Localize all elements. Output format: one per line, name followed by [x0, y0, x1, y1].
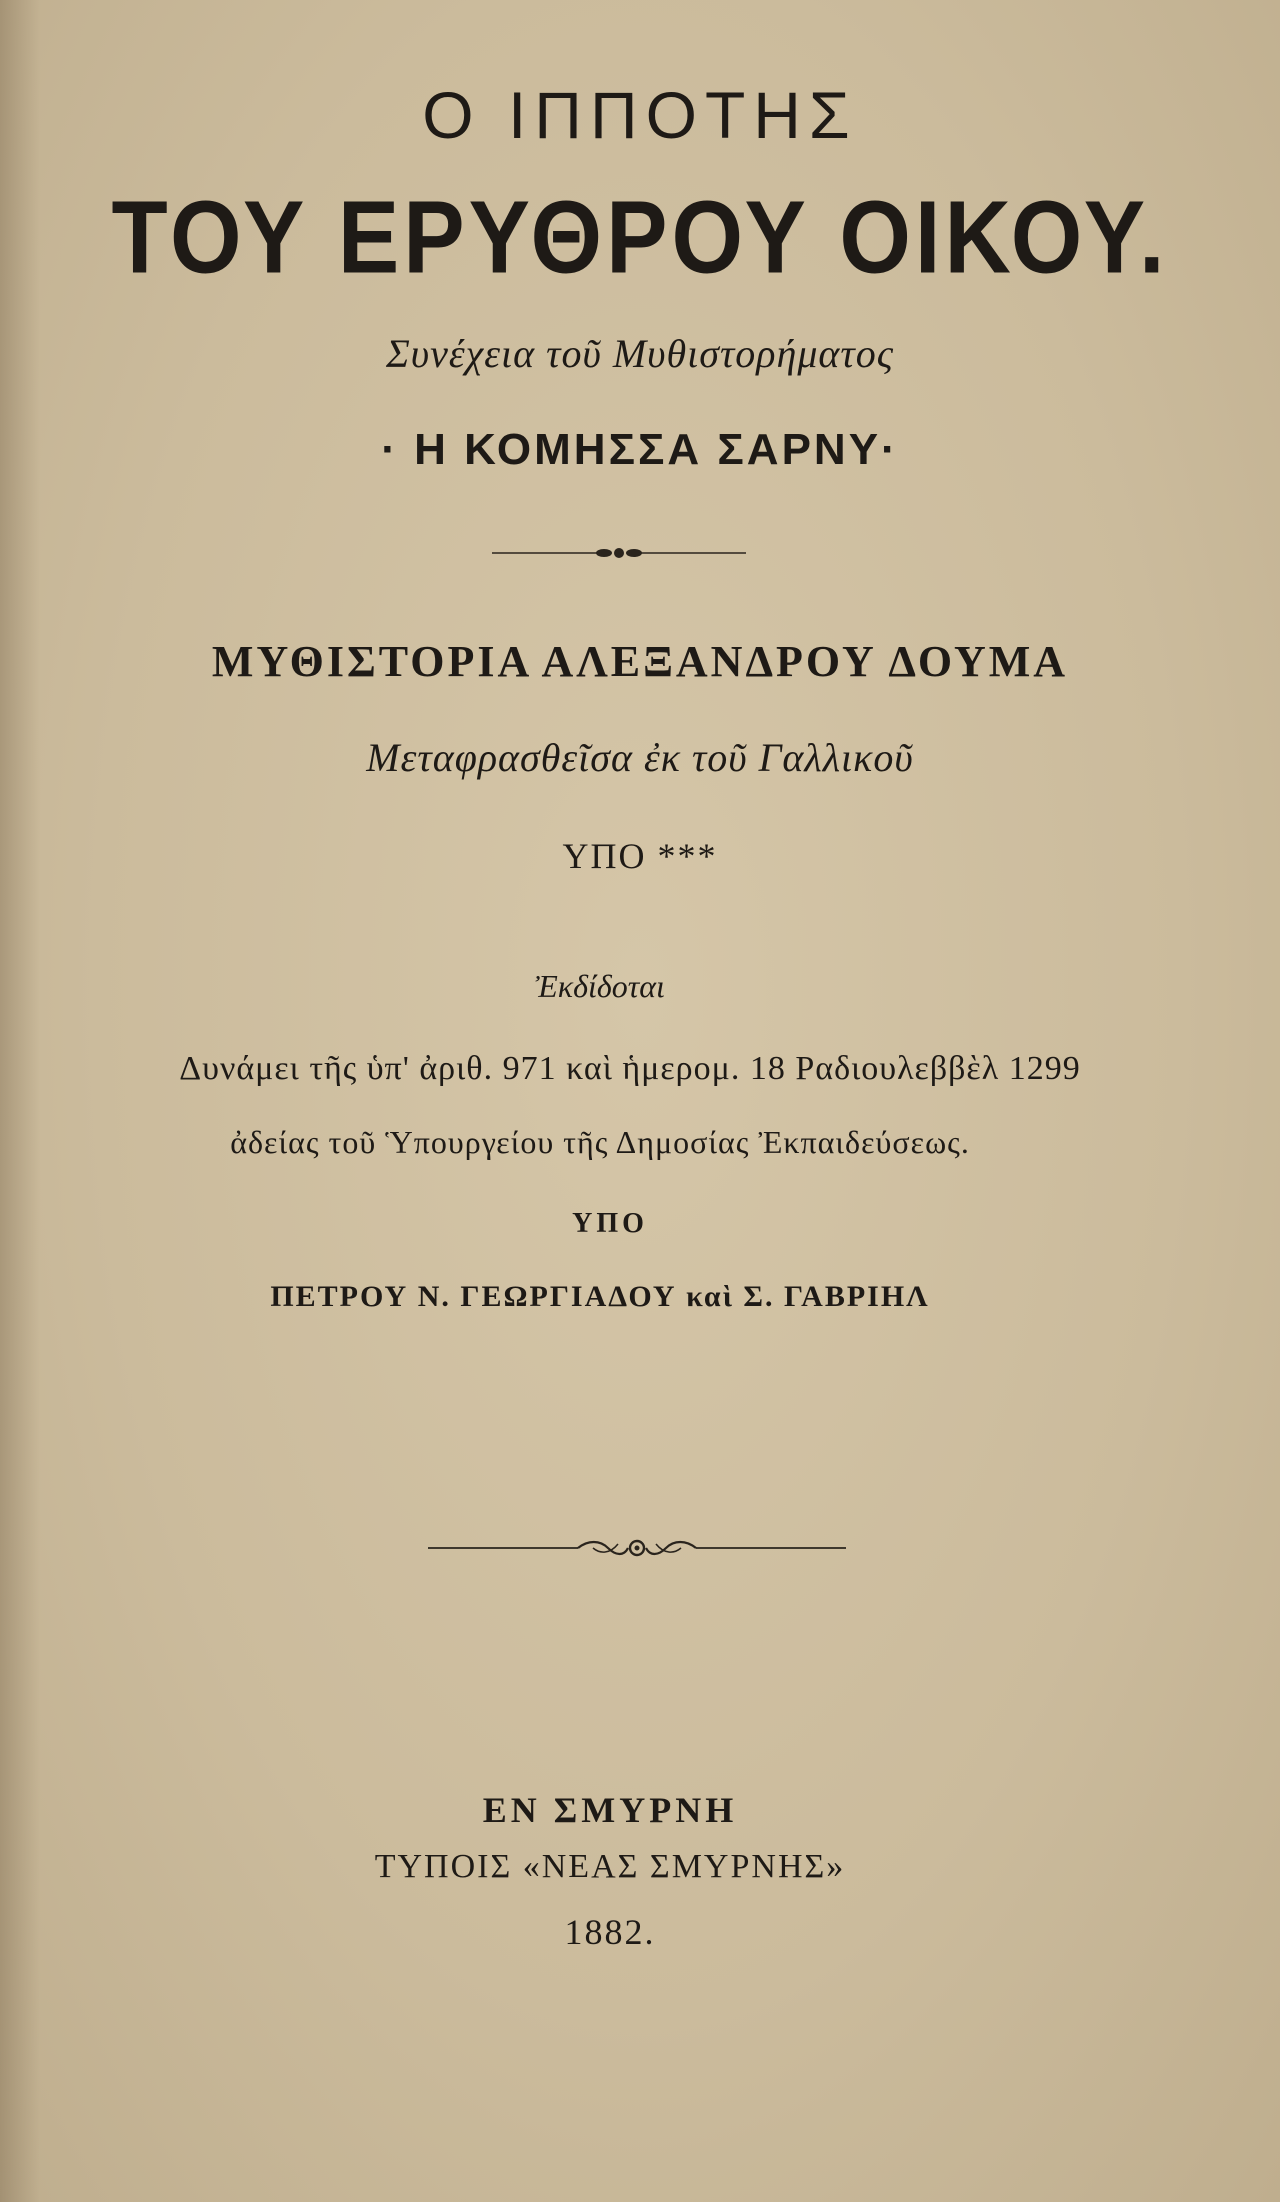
title-line-2: ΤΟΥ ΕΡΥΘΡΟΥ ΟΙΚΟΥ.	[111, 180, 1169, 296]
publishers-line: ΠΕΤΡΟΥ Ν. ΓΕΩΡΓΙΑΔΟΥ καὶ Σ. ΓΑΒΡΙΗΛ	[270, 1280, 930, 1313]
published-label: Ἐκδίδοται	[535, 968, 665, 1004]
imprint-printer: ΤΥΠΟΙΣ «ΝΕΑΣ ΣΜΥΡΝΗΣ»	[374, 1848, 846, 1885]
publishers-by-label: ΥΠΟ	[572, 1208, 648, 1239]
divider-ornament-bottom	[428, 1534, 846, 1562]
imprint-year: 1882.	[564, 1912, 656, 1952]
translation-note: Μεταφρασθεῖσα ἐκ τοῦ Γαλλικοῦ	[366, 735, 914, 780]
imprint-place: ΕΝ ΣΜΥΡΝΗ	[482, 1790, 738, 1830]
title-line-1: Ο ΙΠΠΟΤΗΣ	[422, 78, 858, 152]
translator-line: ΥΠΟ ***	[562, 836, 718, 876]
license-line-1: Δυνάμει τῆς ὑπ' ἀριθ. 971 καὶ ἡμερομ. 18 Ραδιουλεββὲλ 1299	[179, 1050, 1081, 1087]
author-line: ΜΥΘΙΣΤΟΡΙΑ ΑΛΕΞΑΝΔΡΟΥ ΔΟΥΜΑ	[211, 637, 1069, 686]
divider-ornament-top	[492, 546, 746, 560]
subtitle-line-2: · Η ΚΟΜΗΣΣΑ ΣΑΡΝΥ·	[381, 425, 899, 474]
license-line-2: ἀδείας τοῦ Ὑπουργείου τῆς Δημοσίας Ἐκπαιδεύσεως.	[230, 1124, 970, 1160]
subtitle-line-1: Συνέχεια τοῦ Μυθιστορήματος	[386, 331, 894, 376]
